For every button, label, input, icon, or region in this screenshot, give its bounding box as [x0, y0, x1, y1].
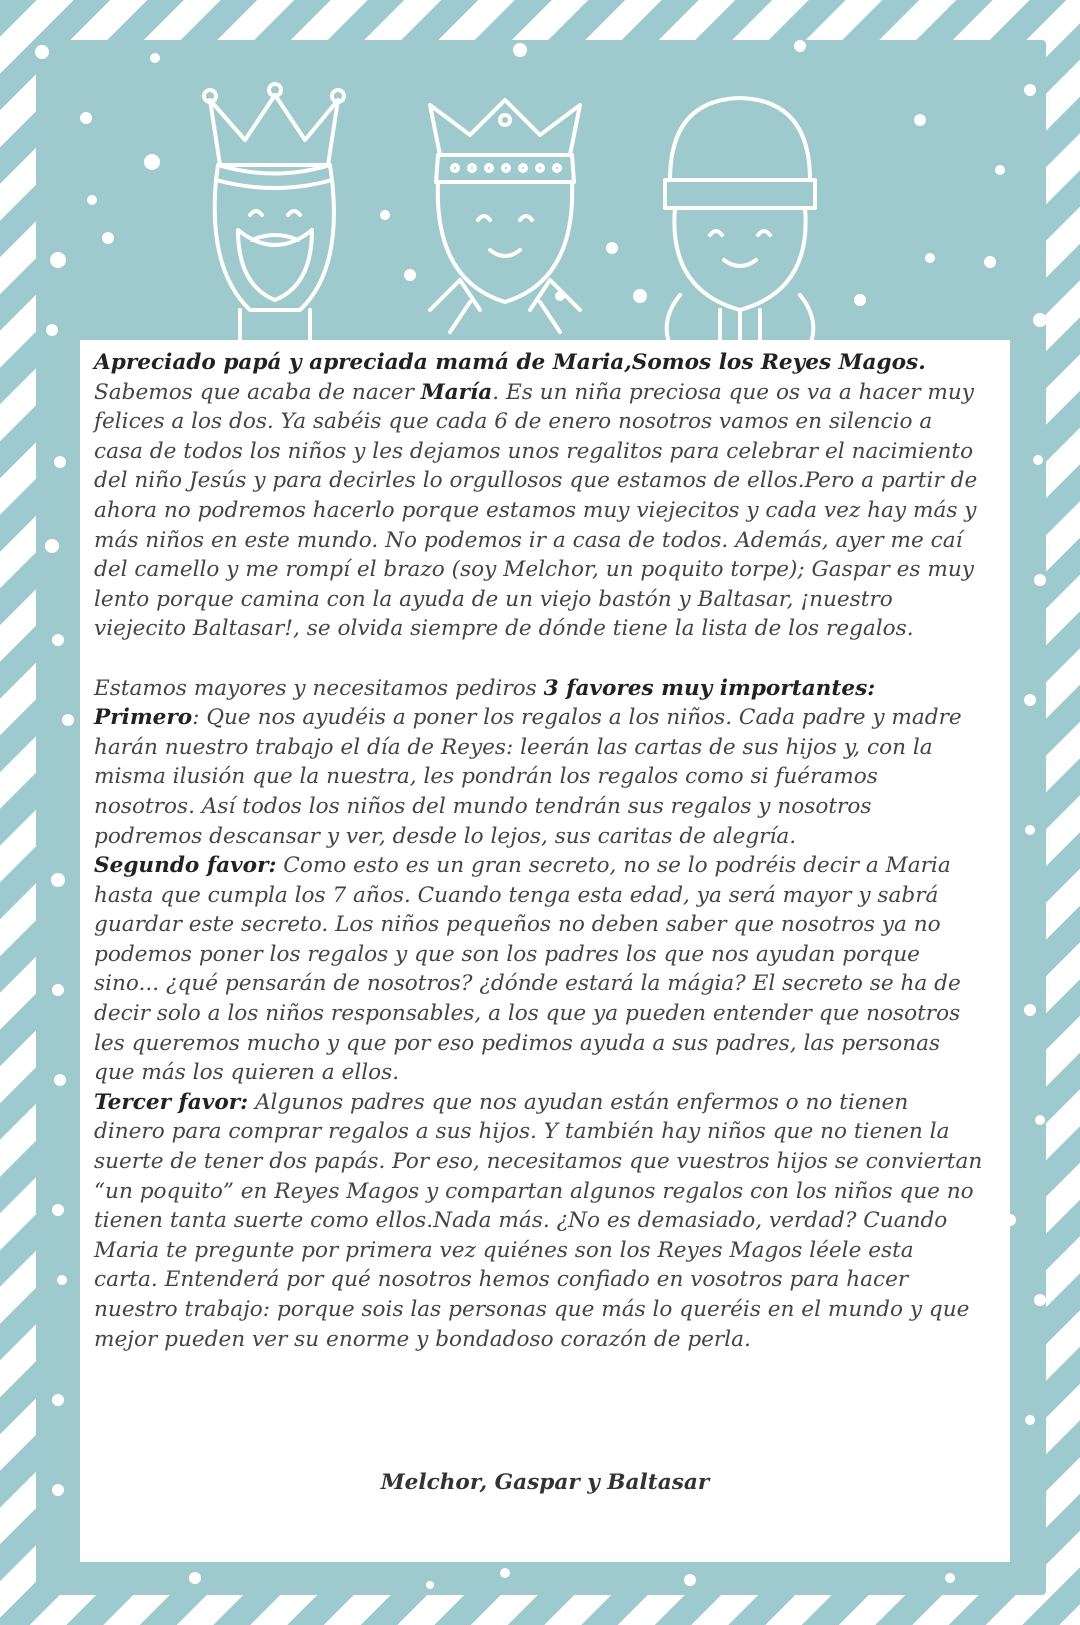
- intro-text-2: . Es un niña preciosa que os va a hacer muy felices a los dos. Ya sabéis que cada 6 de enero nosotros vamos en silencio a casa de todos los niños y les dejamos unos regalitos para celebrar el nacimiento del niño Jesús y para decirles lo orgullosos que estamos de ellos.Pero a partir de ahora no podremos hacerlo porque estamos muy viejecitos y cada vez hay más y más niños en este mundo. No podemos ir a casa de todos. Además, ayer me caí del camello y me rompí el brazo (soy Melchor, un poquito torpe); Gaspar es muy lento porque camina con la ayuda de un viejo bastón y Baltasar, ¡nuestro viejecito Baltasar!, se olvida siempre de dónde tiene la lista de los regalos.: [94, 379, 978, 642]
- second-favor-text: Como esto es un gran secreto, no se lo podréis decir a Maria hasta que cumpla los 7 años. Cuando tenga esta edad, ya será mayor y sabrá guardar este secreto. Los niños pequeños no deben saber que nosotros ya no podemos poner los regalos y que son los padres los que nos ayudan porque sino... ¿qué pensarán de nosotros? ¿dónde estará la mágia? El secreto se ha de decir solo a los niños responsables, a los que ya pueden entender que nosotros les queremos mucho y que por eso pedimos ayuda a sus padres, las personas que más los quieren a ellos.: [94, 853, 961, 1086]
- signature: Melchor, Gaspar y Baltasar: [380, 1470, 710, 1495]
- second-favor-label: Segundo favor:: [94, 853, 277, 879]
- king-hat-icon: [665, 98, 815, 345]
- paragraph-second-favor: [94, 851, 984, 1088]
- three-kings-illustration: [180, 70, 840, 345]
- king-crown-bearded-icon: [204, 84, 344, 345]
- favors-intro-text: Estamos mayores y necesitamos pediros: [94, 675, 544, 701]
- king-crown-jeweled-icon: [430, 100, 580, 332]
- paragraph-first-favor: [94, 703, 984, 851]
- greeting: Apreciado papá y apreciada mamá de Maria,Somos los Reyes Magos.: [94, 350, 926, 375]
- letter-body: [94, 348, 984, 1354]
- favors-heading: 3 favores muy importantes:: [543, 675, 876, 701]
- paragraph-third-favor: [94, 1088, 984, 1354]
- third-favor-label: Tercer favor:: [94, 1089, 249, 1115]
- paragraph-gap: [94, 644, 984, 674]
- first-favor-label: Primero: [94, 705, 193, 731]
- third-favor-text: Algunos padres que nos ayudan están enfermos o no tienen dinero para comprar regalos a sus hijos. Y también hay niños que no tienen la suerte de tener dos papás. Por eso, necesitamos que vuestros hijos se conviertan “un poquito” en Reyes Magos y compartan algunos regalos con los niños que no tienen tanta suerte como ellos.Nada más. ¿No es demasiado, verdad? Cuando Maria te pregunte por primera vez quiénes son los Reyes Magos léele esta carta. Entenderá por qué nosotros hemos confiado en vosotros para hacer nuestro trabajo: porque sois las personas que más lo queréis en el mundo y que mejor pueden ver su enorme y bondadoso corazón de perla.: [94, 1089, 983, 1352]
- intro-text-1: Sabemos que acaba de nacer: [94, 379, 421, 405]
- child-name: María: [420, 379, 493, 405]
- paragraph-favors-intro: [94, 674, 984, 704]
- paragraph-intro: [94, 348, 984, 644]
- first-favor-text: : Que nos ayudéis a poner los regalos a los niños. Cada padre y madre harán nuestro trabajo el día de Reyes: leerán las cartas de sus hijos y, con la misma ilusión que la nuestra, les pondrán los regalos como si fuéramos nosotros. Así todos los niños del mundo tendrán sus regalos y nosotros podremos descansar y ver, desde lo lejos, sus caritas de alegría.: [94, 705, 962, 849]
